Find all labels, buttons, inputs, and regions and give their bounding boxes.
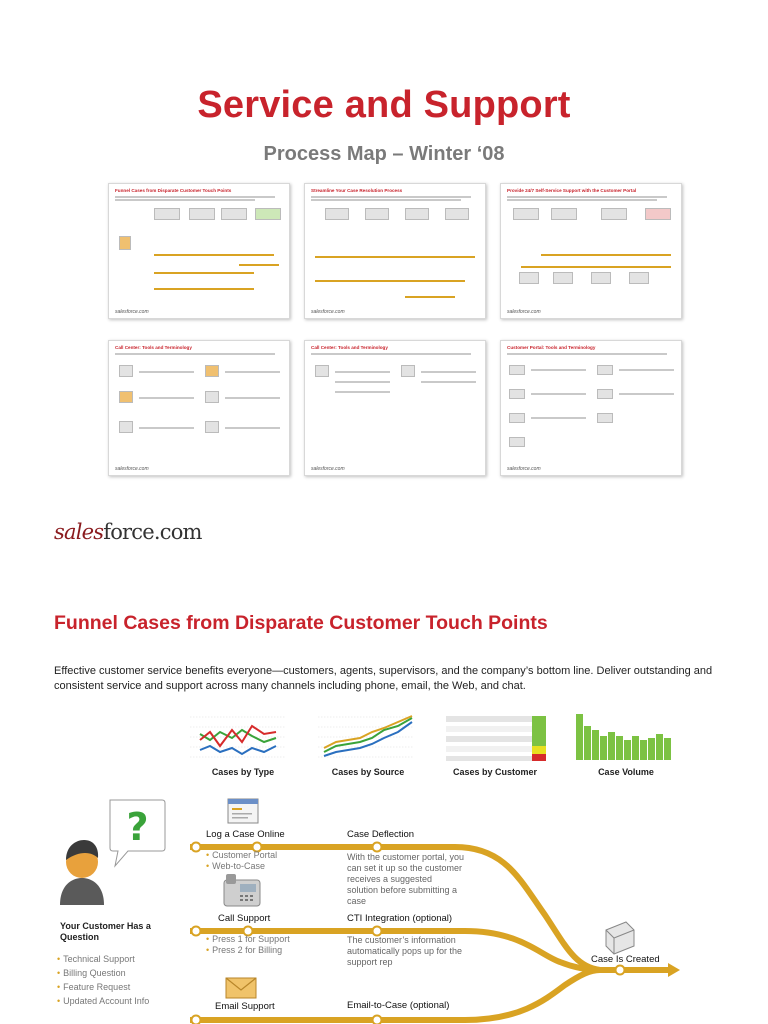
- svg-text:?: ?: [126, 805, 149, 849]
- thumbnail-footer: salesforce.com: [311, 466, 345, 472]
- feature-label-case-deflection: Case Deflection: [347, 829, 415, 840]
- thumbnail-title: Call Center: Tools and Terminology: [311, 345, 388, 350]
- thumbnail-call-center-2[interactable]: [304, 340, 486, 476]
- thumbnail-title: Call Center: Tools and Terminology: [115, 345, 192, 350]
- cases-by-type-chart: [190, 712, 286, 762]
- channel-label-call: Call Support: [218, 913, 271, 924]
- case-icon: [606, 922, 634, 954]
- thumbnail-title: Streamline Your Case Resolution Process: [311, 188, 403, 193]
- chart-label-cases-by-customer: Cases by Customer: [452, 767, 538, 777]
- thumbnail-title: Customer Portal: Tools and Terminology: [507, 345, 596, 350]
- channel-label-online: Log a Case Online: [206, 829, 285, 840]
- thumbnail-funnel-cases[interactable]: [108, 183, 290, 319]
- feature-description-cti: The customer’s information automatically pops up for the support rep: [347, 935, 463, 967]
- chart-label-cases-by-type: Cases by Type: [211, 767, 275, 777]
- feature-description-case-deflection: With the customer portal, you can set it up so the customer receives a suggested solution before submitting a case: [347, 852, 465, 906]
- section-description: Effective customer service benefits everyone—customers, agents, supervisors, and the company’s bottom line. Deliver outstanding and consistent service and support across many channels including phone, email, the Web, and chat.: [54, 665, 713, 692]
- page-title: Service and Support: [197, 84, 571, 126]
- feature-label-email-to-case: Email-to-Case (optional): [347, 1000, 450, 1011]
- thumbnail-footer: salesforce.com: [507, 309, 541, 315]
- cases-by-source-chart: [318, 712, 414, 762]
- chart-label-cases-by-source: Cases by Source: [331, 767, 405, 777]
- channel-subitems-online: • Customer Portal • Web-to-Case: [206, 850, 277, 871]
- thumbnail-footer: salesforce.com: [115, 466, 149, 472]
- thumbnail-title: Funnel Cases from Disparate Customer Touch Points: [115, 188, 232, 193]
- list-item: • Updated Account Info: [57, 994, 149, 1008]
- question-bubble: [110, 800, 165, 866]
- thumbnail-footer: salesforce.com: [115, 309, 149, 315]
- phone-icon: [224, 874, 260, 906]
- section-title: Funnel Cases from Disparate Customer Touch Points: [54, 612, 548, 634]
- channel-label-email: Email Support: [215, 1001, 275, 1012]
- salesforce-logo: salesforce.com: [54, 520, 202, 544]
- thumbnail-customer-portal[interactable]: [500, 340, 682, 476]
- result-label: Case Is Created: [591, 954, 660, 965]
- list-item: • Billing Question: [57, 966, 149, 980]
- customer-avatar: [60, 840, 104, 905]
- cases-by-customer-chart: [446, 712, 550, 762]
- feature-label-cti: CTI Integration (optional): [347, 913, 453, 924]
- envelope-icon: [226, 978, 256, 998]
- thumbnail-footer: salesforce.com: [507, 466, 541, 472]
- customer-question-list: [57, 952, 149, 1008]
- case-volume-chart: [574, 712, 674, 762]
- list-item: • Technical Support: [57, 952, 149, 966]
- page-subtitle: Process Map – Winter ‘08: [263, 143, 505, 165]
- thumbnail-title: Provide 24/7 Self-Service Support with the Customer Portal: [507, 188, 637, 193]
- thumbnail-footer: salesforce.com: [311, 309, 345, 315]
- thumbnail-call-center-1[interactable]: [108, 340, 290, 476]
- list-item: • Feature Request: [57, 980, 149, 994]
- chart-label-case-volume: Case Volume: [598, 767, 654, 777]
- channel-subitems-call: • Press 1 for Support • Press 2 for Billing: [206, 934, 290, 955]
- web-page-icon: [228, 799, 258, 823]
- customer-question-title: Your Customer Has a Question: [60, 921, 151, 942]
- thumbnail-self-service[interactable]: [500, 183, 682, 319]
- thumbnail-streamline[interactable]: [304, 183, 486, 319]
